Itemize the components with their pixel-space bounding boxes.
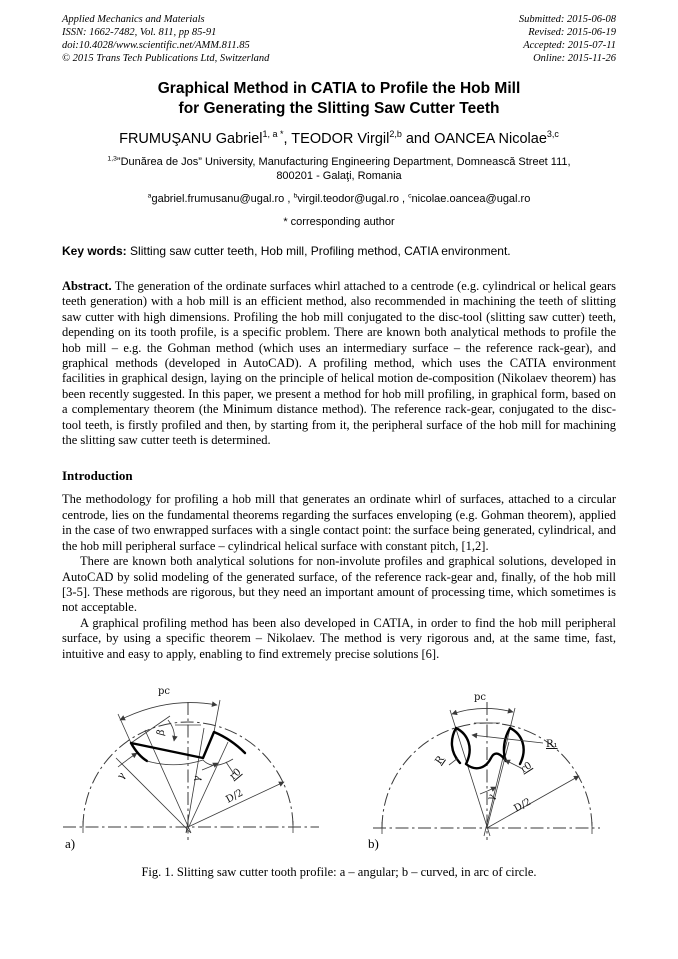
R-leader-line bbox=[449, 758, 458, 765]
abstract-label: Abstract. bbox=[62, 279, 112, 293]
figure-1a-label: a) bbox=[65, 835, 76, 851]
affiliation bbox=[62, 155, 616, 183]
affiliation-line-2: 800201 - Galaţi, Romania bbox=[276, 170, 402, 182]
gamma-label: γ bbox=[485, 792, 498, 802]
title-line-1: Graphical Method in CATIA to Profile the Hob Mill bbox=[157, 80, 521, 97]
gamma-left-label: γ bbox=[115, 770, 128, 782]
r0-label: r0 bbox=[518, 760, 534, 776]
online-date: Online: 2015-11-26 bbox=[533, 53, 616, 64]
revised-date: Revised: 2015-06-19 bbox=[528, 27, 616, 38]
author-emails: $^a$gabriel.frumusanu@ugal.ro , $^b$virgil.teodor@ugal.ro , $^c$nicolae.oancea@ugal.ro bbox=[147, 192, 531, 205]
pc-label: pc bbox=[157, 685, 171, 697]
email-a-superscript: a bbox=[147, 192, 152, 200]
R-label: R bbox=[433, 754, 447, 767]
gamma-right-label: γ bbox=[191, 774, 204, 783]
author-2-superscript: 2,b bbox=[389, 129, 402, 140]
introduction-heading: Introduction bbox=[62, 468, 133, 484]
beta-reference-line bbox=[131, 716, 170, 743]
abstract bbox=[62, 279, 616, 448]
figure-1b-label: b) bbox=[368, 835, 379, 851]
journal-copyright: © 2015 Trans Tech Publications Ltd, Switzerland bbox=[62, 53, 270, 64]
authors-line bbox=[62, 129, 616, 149]
keywords-text: Slitting saw cutter teeth, Hob mill, Profiling method, CATIA environment. bbox=[126, 244, 511, 258]
submitted-date: Submitted: 2015-06-08 bbox=[518, 14, 616, 25]
keywords-line bbox=[62, 243, 616, 259]
figure-1 bbox=[62, 664, 616, 860]
author-2: TEODOR Virgil bbox=[291, 131, 390, 147]
author-1: FRUMUŞANU Gabriel bbox=[119, 131, 263, 147]
email-c-superscript: c bbox=[408, 192, 412, 200]
pc-dimension-arc bbox=[452, 708, 513, 714]
affiliation-line-1: $^{1,3}$”Dunărea de Jos” University, Manufacturing Engineering Department, Domnească Street 111, bbox=[107, 155, 571, 168]
d-half-radius-line bbox=[487, 776, 579, 828]
author-separator-2: and bbox=[401, 131, 435, 147]
introduction-paragraph-3: A graphical profiling method has been also developed in CATIA, in order to find the hob mill peripheral surface, by using a specific theorem – Nikolaev. The method is very rigorous and, at the same time, fast, intuitive and easy to apply, enabling to find extremely precise solutions [6]. bbox=[62, 615, 616, 661]
figure-1a-angular-profile-diagram bbox=[56, 670, 326, 846]
email-b: virgil.teodor@ugal.ro bbox=[297, 193, 399, 205]
beta-label: β bbox=[155, 728, 168, 737]
curved-teeth-profile bbox=[452, 728, 524, 768]
title-line-2: for Generating the Slitting Saw Cutter Teeth bbox=[178, 100, 500, 117]
author-separator-1: , bbox=[283, 131, 292, 147]
gamma-left-arc bbox=[118, 753, 137, 767]
R1-leader-line bbox=[472, 735, 543, 743]
journal-header bbox=[62, 13, 616, 65]
gamma-dimension-arc bbox=[480, 787, 496, 794]
email-c: nicolae.oancea@ugal.ro bbox=[411, 193, 531, 205]
journal-header-left bbox=[62, 13, 269, 65]
introduction-paragraph-1: The methodology for profiling a hob mill that generates an ordinate whirl of surfaces, attached to a circular centrode, lies on the fundamental theorems regarding the surfaces enveloping (e.g. Gohman theorem), applied in the case of two enwrapped surfaces with a single contact point: the surface being generated, cylindrical, and the hob mill peripheral surface – cylindrical helical surface with constant pitch, [1,2]. bbox=[62, 492, 616, 553]
author-3-superscript: 3,c bbox=[546, 129, 559, 140]
journal-issn: ISSN: 1662-7482, Vol. 811, pp 85-91 bbox=[62, 27, 217, 38]
pc-wedge-lines bbox=[450, 708, 515, 836]
keywords-label: Key words: bbox=[62, 244, 127, 258]
accepted-date: Accepted: 2015-07-11 bbox=[523, 40, 616, 51]
introduction-paragraph-2: There are known both analytical solutions for non-involute profiles and graphical solutions, developed in AutoCAD by solid modeling of the generated surface, of the reference rack-gear and, finally, of the hob mill [3-5]. These methods are rigorous, but they need an important amount of processing time, which sometimes is not acceptable. bbox=[62, 554, 616, 615]
email-b-superscript: b bbox=[293, 192, 298, 200]
corresponding-author-note: * corresponding author bbox=[283, 216, 395, 228]
author-3: OANCEA Nicolae bbox=[434, 131, 547, 147]
abstract-text: The generation of the ordinate surfaces whirl attached to a centrode (e.g. cylindrical or helical gears teeth generation) with a hob mill is an efficient method, also recommended in machining the teeth of slitting saw cutter with high dimensions. Profiling the hob mill conjugated to the disc-tool (slitting saw cutter) teeth, depending on its tooth profile, is a specific problem. There are known both analytical methods to profile the hob mill – e.g. the Gohman method (which uses an intermediary surface – the reference rack-gear), and graphical methods (developed in AutoCAD). A profiling method, which uses the CATIA environment facilities in graphical design, laying on the principle of helical motion de-composition (Nikolaev theorem) has been recently suggested. In this paper, we present a method for hob mill profiling, in graphical form, based on a complementary theorem (the Minimum distance method). The reference rack-gear, conjugated to the disc-tool teeth, is firstly profiled and then, by starting from it, the peripheral surface of the hob mill for machining the slitting saw cutter teeth is determined. bbox=[62, 279, 616, 448]
R1-label: R₁ bbox=[546, 738, 558, 750]
d-half-label: D/2 bbox=[224, 787, 246, 806]
gamma-left-lines bbox=[116, 730, 191, 833]
journal-name: Applied Mechanics and Materials bbox=[62, 14, 205, 25]
r0-label: r0 bbox=[227, 766, 244, 783]
journal-doi: doi:10.4028/www.scientific.net/AMM.811.85 bbox=[62, 40, 250, 51]
author-1-superscript: 1, a * bbox=[262, 129, 284, 140]
email-a: gabriel.frumusanu@ugal.ro bbox=[151, 193, 285, 205]
page-title bbox=[62, 79, 616, 119]
figure-1b-curved-profile-diagram bbox=[373, 666, 603, 844]
d-half-label: D/2 bbox=[512, 796, 534, 815]
affiliation-superscript: 1,3 bbox=[107, 155, 117, 163]
pc-label: pc bbox=[473, 691, 487, 703]
journal-header-right bbox=[519, 13, 616, 65]
figure-1-caption: Fig. 1. Slitting saw cutter tooth profile: a – angular; b – curved, in arc of circle. bbox=[141, 864, 537, 879]
